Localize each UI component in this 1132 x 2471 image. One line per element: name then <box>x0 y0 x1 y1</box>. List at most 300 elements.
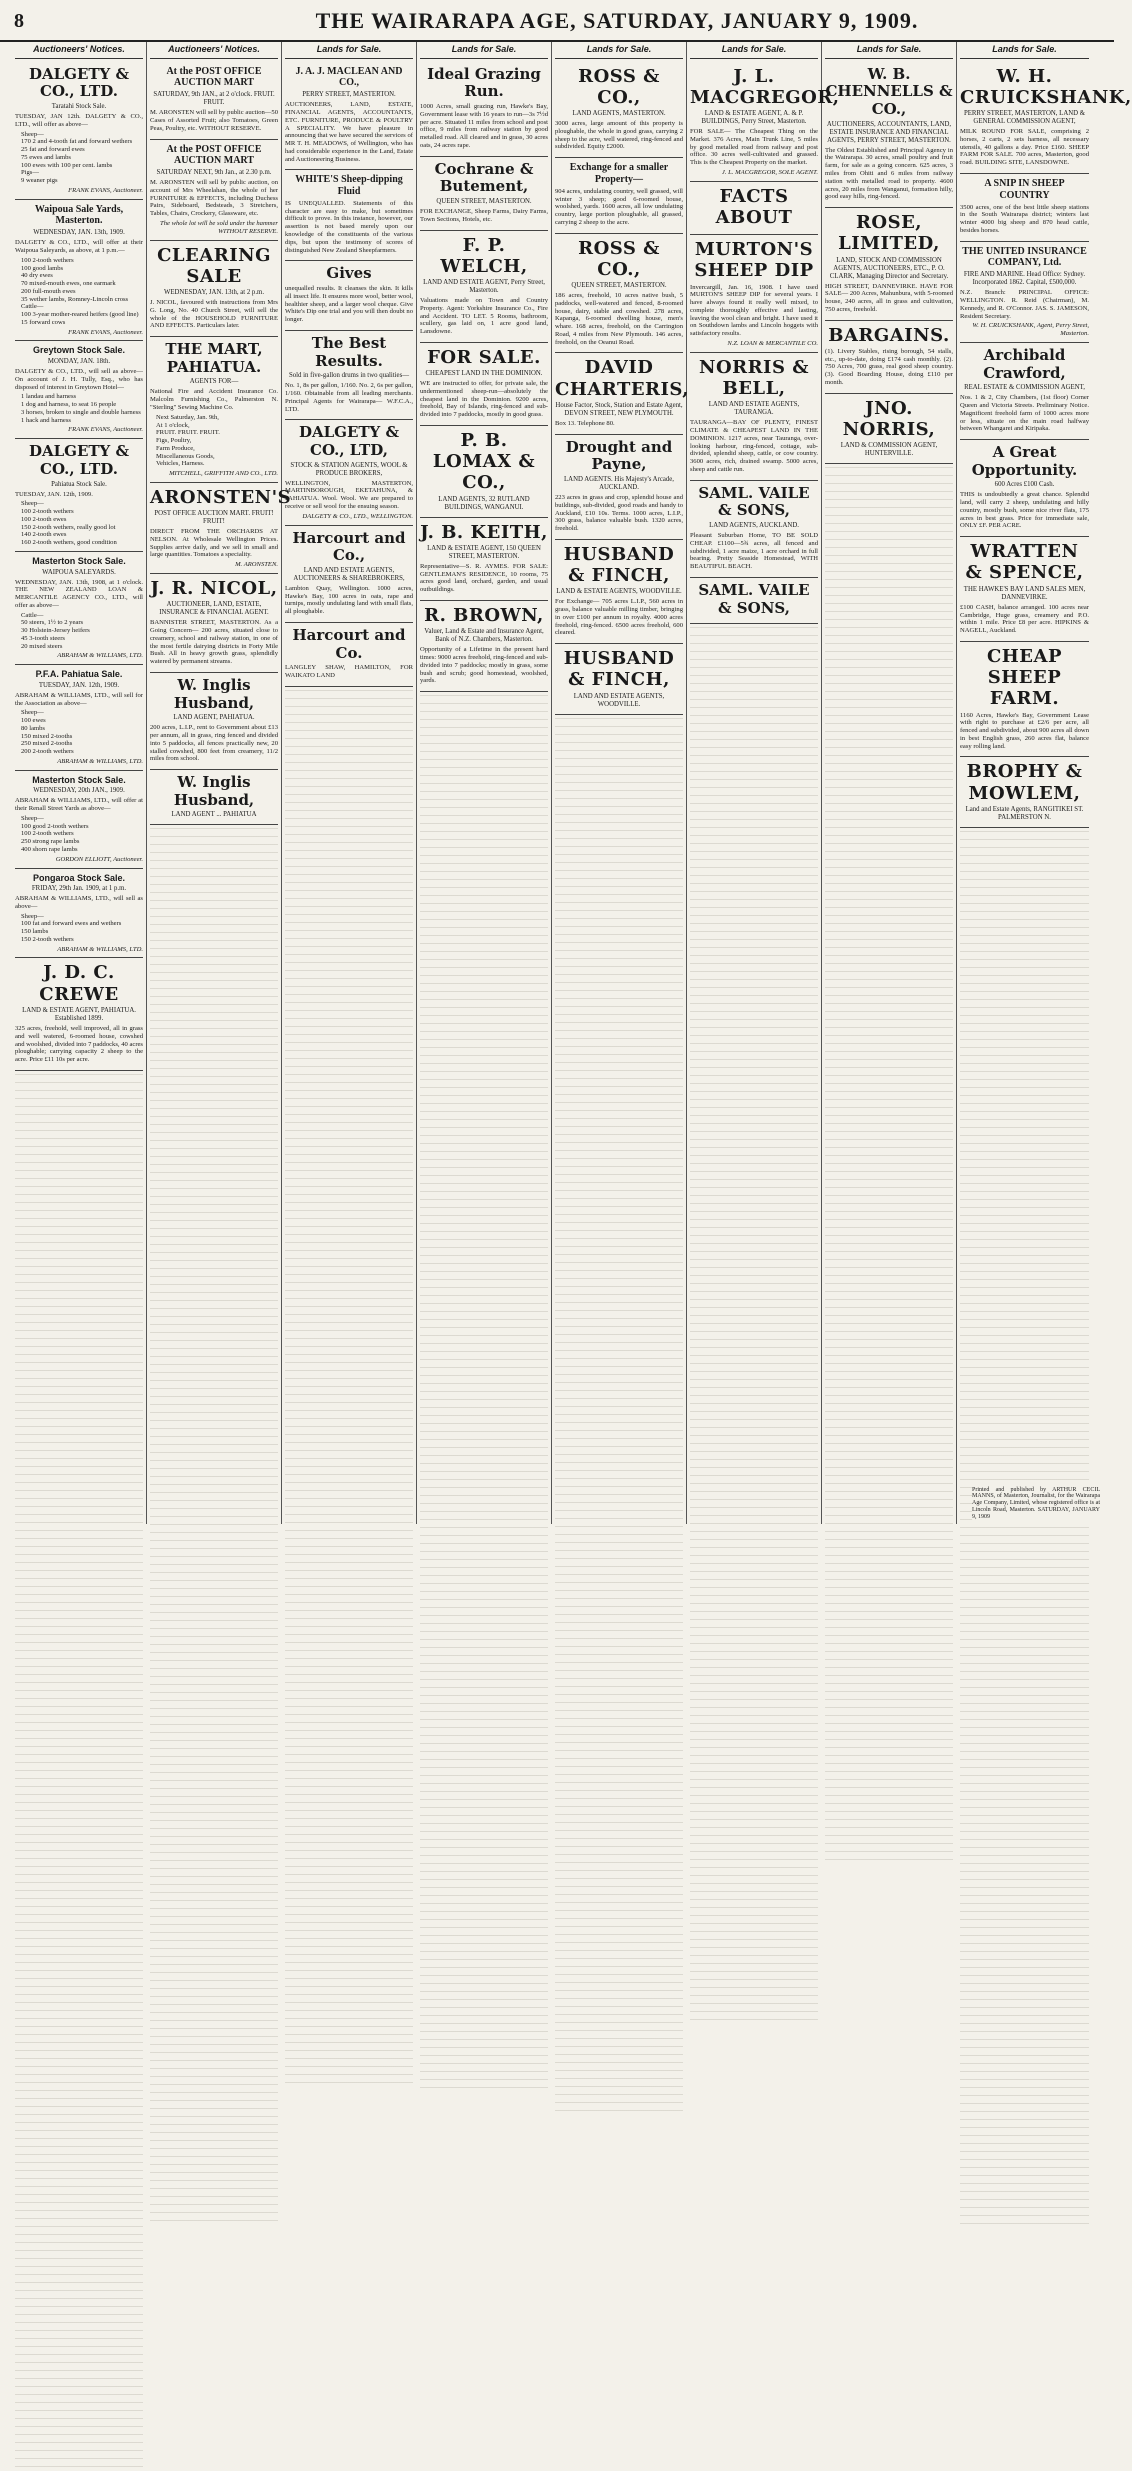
ad-body-text: ABRAHAM & WILLIAMS, LTD., will offer at their Renall Street Yards as above— <box>15 797 143 813</box>
ad-title: WHITE'S Sheep-dipping Fluid <box>295 174 403 198</box>
ad-subtitle: LAND AGENTS. His Majesty's Arcade, AUCKLAND. <box>564 476 674 492</box>
ad-body-text: 325 acres, freehold, well improved, all in grass and well watered, 6-roomed house, cowshed and woolshed, divided into 7 paddocks, 40 acres ploughable; carrying capacity 2 sheep to the acre. Price £11 10s per acre. <box>15 1024 144 1064</box>
advertisement <box>150 140 278 241</box>
advertisement <box>690 353 818 481</box>
ad-signature: The whole lot will be sold under the hammer WITHOUT RESERVE. <box>160 219 278 235</box>
advertisement <box>690 182 818 235</box>
ad-list-item: 1 hack and harness <box>21 416 71 424</box>
ad-title: ROSS & CO., <box>578 65 660 108</box>
ad-list-item: 170 2 and 4-tooth fat and forward wethers <box>21 138 133 146</box>
column-small-print <box>285 687 413 2087</box>
column-small-print <box>825 464 953 1864</box>
ad-body-text: LANGLEY SHAW, HAMILTON, FOR WAIKATO LAND <box>285 664 413 680</box>
ad-body-text: N.Z. Branch: PRINCIPAL OFFICE: WELLINGTON. R. Reid (Chairman), M. Kennedy, and R. O'Connor. JAS. S. JAMESON, Resident Secretary. <box>960 289 1089 320</box>
advertisement <box>285 331 413 420</box>
advertisement <box>15 665 143 771</box>
ad-list-item: Sheep— <box>21 709 44 717</box>
newspaper-column <box>417 42 552 1524</box>
ad-list-item: 35 wether lambs, Romney-Lincoln cross <box>21 295 129 303</box>
advertisement <box>420 231 548 343</box>
ad-list-item: 150 2-tooth wethers <box>21 935 74 943</box>
ad-list-item: 75 ewes and lambs <box>21 153 71 161</box>
ad-title: NORRIS & BELL, <box>699 356 809 399</box>
ad-subtitle: House Factor, Stock, Station and Estate Agent, DEVON STREET, NEW PLYMOUTH. <box>555 401 683 417</box>
publisher-imprint: Printed and published by ARTHUR CECIL MANNS, of Masterton, Journalist, for the Wairarapa Age Company, Limited, whose registered office is at Lincoln Road, Masterton. SATURDAY, JANUARY 9, 1909 <box>972 1486 1100 1521</box>
ad-title: DALGETY & CO., LTD. <box>28 64 130 101</box>
ad-subtitle: LAND AGENTS, AUCKLAND. <box>709 522 799 529</box>
ad-list-item: 250 strong rape lambs <box>21 838 80 846</box>
ad-title: Archibald Crawford, <box>983 345 1066 382</box>
advertisement <box>150 483 292 574</box>
ad-list-item: Sheep— <box>21 912 44 920</box>
ad-subtitle: LAND & ESTATE AGENT, 150 QUEEN STREET, MASTERTON. <box>427 544 541 560</box>
ad-title: BARGAINS. <box>828 324 950 346</box>
ad-title: WRATTEN & SPENCE, <box>965 541 1084 584</box>
advertisement <box>150 62 278 140</box>
advertisement <box>150 673 278 770</box>
ad-body-text: Lambton Quay, Wellington. 1000 acres, Hawke's Bay, 100 acres in oats, rape and turnips, mostly undulating land with small flats, all ploughable. <box>285 584 413 616</box>
ad-list-item: 150 mixed 2-tooths <box>21 732 73 740</box>
ad-subtitle: POST OFFICE AUCTION MART. FRUIT! FRUIT! <box>154 510 274 526</box>
ad-body-text: ABRAHAM & WILLIAMS, LTD., will sell as above— <box>15 895 143 910</box>
ad-body-text: £100 CASH, balance arranged. 100 acres near Cambridge, Huge grass, creamery and P.O. within 1 mile. Price £8 per acre. HIPKINS & NAGELL, Auckland. <box>960 603 1089 635</box>
ad-list-item: FRUIT. FRUIT. FRUIT. <box>156 429 220 437</box>
ad-signature: ABRAHAM & WILLIAMS, LTD. <box>57 652 143 660</box>
advertisement <box>285 170 413 261</box>
ad-signature: M. ARONSTEN. <box>235 561 278 569</box>
ad-subtitle: LAND & ESTATE AGENT, A. & P. BUILDINGS, Perry Street, Masterton. <box>701 110 807 126</box>
ad-body-text: IS UNEQUALLED. Statements of this character are easy to make, but sometimes difficult to prove. In this instance, however, our assertion is not based merely upon our knowledge of the constituents of the various dips, but upon the testimony of scores of distinguished New Zealand Sheepfarmers. <box>285 199 413 254</box>
ad-signature: J. L. MACGREGOR, SOLE AGENT. <box>721 168 818 176</box>
ad-title: J. L. MACGREGOR, <box>690 65 840 108</box>
advertisement <box>285 261 413 331</box>
ad-subtitle: PERRY STREET, MASTERTON, LAND & GENERAL COMMISSION AGENT, <box>963 110 1086 126</box>
newspaper-column <box>147 42 292 1524</box>
advertisement <box>960 242 1089 343</box>
column-small-print <box>150 825 278 2225</box>
ad-title: At the POST OFFICE AUCTION MART <box>166 65 262 89</box>
ad-body-text: WE are instructed to offer, for private sale, the undermentioned sheep-run—absolutely the cheapest land in the Dominion. 9200 acres, freehold, Bay of Islands, ring-fenced and sub-divided into 7 paddocks, mostly in good grass. <box>420 380 548 419</box>
ad-list-item: Farm Produce, <box>156 444 195 452</box>
advertisement <box>555 353 690 434</box>
column-heading: Lands for Sale. <box>555 42 683 59</box>
advertisement <box>150 770 278 825</box>
ad-subtitle: LAND AGENTS, 32 RUTLAND BUILDINGS, WANGANUI. <box>438 495 530 511</box>
advertisement <box>690 481 818 578</box>
ad-subtitle: LAND & ESTATE AGENTS, WOODVILLE. <box>556 588 682 596</box>
ad-body-text: (1). Livery Stables, rising borough, 54 stalls, etc., up-to-date, doing £174 cash monthly. (2). 750 Acres, 700 grass, real good sheep country. (3). Good Boarding House, doing £110 per month. <box>825 347 953 386</box>
advertisement <box>960 757 1089 828</box>
ad-signature: ABRAHAM & WILLIAMS, LTD. <box>57 945 143 953</box>
ad-list <box>21 257 143 327</box>
ad-subtitle: WAIPOUA SALEYARDS. <box>42 568 116 576</box>
advertisement <box>555 158 683 233</box>
ad-title: SAML. VAILE & SONS, <box>698 483 810 520</box>
ad-list-item: 30 Holstein-Jersey heifers <box>21 627 90 635</box>
column-small-print <box>690 624 818 2024</box>
ad-subtitle: SATURDAY, 9th JAN., at 2 o'clock. FRUIT. FRUIT. <box>153 91 275 107</box>
ad-list-item: 50 steers, 1½ to 2 years <box>21 619 84 627</box>
ad-title: Greytown Stock Sale. <box>32 345 126 356</box>
ad-list-item: 200 2-tooth wethers <box>21 748 74 756</box>
ad-title: Drought and Payne, <box>565 437 673 474</box>
ad-body-text: M. ARONSTEN will sell by public auction—50 Cases of Assorted Fruit; also Tomatoes, Green Peas, Poultry, etc. WITHOUT RESERVE. <box>150 109 278 132</box>
ad-subtitle: Taratahi Stock Sale. <box>51 102 107 110</box>
ad-body-text: DALGETY & CO., LTD., will offer at their Waipoua Saleyards, as above, at 1 p.m.— <box>15 239 143 255</box>
advertisement <box>420 426 548 518</box>
ad-list-item: Miscellaneous Goods, <box>156 452 215 460</box>
ad-list-item: 100 ewes with 100 per cent. lambs <box>21 161 113 169</box>
ad-subtitle: LAND AGENT, PAHIATUA. <box>173 714 255 722</box>
ad-body-text: 200 acres, L.I.P., rent to Government about £13 per annum, all in grass, ring fenced and divided into 5 paddocks, all fences practically new, 20 stalled cowshed, 800 feet from creamery, 11/2 miles from school. <box>150 724 278 763</box>
ad-subtitle: PERRY STREET, MASTERTON. <box>302 91 396 99</box>
advertisement <box>420 62 548 157</box>
ad-list-item: Sheep— <box>21 500 44 508</box>
advertisement <box>825 62 953 208</box>
ad-title: CHEAP SHEEP FARM. <box>986 645 1063 710</box>
ad-list <box>21 393 143 424</box>
ad-body-text: 904 acres, undulating country, well grassed, will winter 3 sheep; good 6-roomed house, woolshed, yards. 1600 acres, all low undulating country, large portion ploughable, all grassed, carrying 2 sheep to the acre. <box>555 187 683 226</box>
ad-title: R. BROWN, <box>424 604 544 626</box>
advertisement <box>555 540 683 644</box>
ad-list <box>21 709 143 756</box>
ad-list-item: 100 good 2-tooth wethers <box>21 822 89 830</box>
ad-list-item: 400 shorn rape lambs <box>21 845 78 853</box>
ad-title: F. P. WELCH, <box>440 234 528 277</box>
newspaper-column <box>687 42 840 1524</box>
advertisement <box>15 439 143 552</box>
ad-list-item: 100 2-tooth wethers <box>21 508 74 516</box>
ad-title: FACTS ABOUT <box>715 185 793 228</box>
advertisement <box>285 623 413 687</box>
ad-list-item: 100 2-tooth ewes <box>21 515 67 523</box>
ad-title: ARONSTEN'S <box>150 486 292 508</box>
ad-list-item: 45 3-tooth steers <box>21 634 65 642</box>
ad-body-text: WEDNESDAY, JAN. 13th, 1908, at 1 o'clock. THE NEW ZEALAND LOAN & MERCANTILE AGENCY CO., LTD., will offer as above— <box>15 578 143 609</box>
ad-list-item: Pigs— <box>21 169 39 177</box>
ad-body-text: unequalled results. It cleanses the skin. It kills all insect life. It ensures more wool, better wool, healthier sheep, and a larger wool cheque. Give White's Dip one trial and you will then doubt no longer. <box>285 284 413 324</box>
ad-title: THE MART, PAHIATUA. <box>165 340 263 376</box>
column-small-print <box>555 715 683 2115</box>
advertisement <box>690 62 840 182</box>
ad-list-item: 100 2-tooth wethers <box>21 830 74 838</box>
ad-body-text: Pleasant Suburban Home, TO BE SOLD CHEAP. £1100—5¾ acres, all fenced and subdivided, 1 acre maize, 1 acre orchard in full bearing. Pretty Seaside Homestead, WITH BEAUTIFUL BEACH. <box>690 532 818 571</box>
ad-list-item: 150 lambs <box>21 928 49 936</box>
ad-title: THE UNITED INSURANCE COMPANY, Ltd. <box>962 245 1087 269</box>
ad-title: ROSE, LIMITED, <box>838 212 940 255</box>
advertisement <box>555 62 683 159</box>
ad-title: J. D. C. CREWE <box>39 962 119 1005</box>
ad-subtitle: WEDNESDAY, JAN. 13th, 1909. <box>33 229 125 237</box>
ad-title: Cochrane & Butement, <box>434 159 534 196</box>
ad-list-item: 20 mixed steers <box>21 642 63 650</box>
column-heading: Lands for Sale. <box>285 42 413 59</box>
ad-body-text: TUESDAY, JAN 12th. DALGETY & CO., LTD., will offer as above— <box>15 113 143 128</box>
ad-subtitle: WEDNESDAY, 20th JAN., 1909. <box>33 787 125 795</box>
ad-list-item: 70 mixed-mouth ewes, one earmark <box>21 280 116 288</box>
ad-list <box>21 612 143 651</box>
ad-subtitle: AGENTS FOR— <box>189 378 239 386</box>
ad-subtitle: AUCTIONEER, LAND, ESTATE, INSURANCE & FINANCIAL AGENT. <box>159 601 269 617</box>
ad-title: DAVID CHARTERIS, <box>555 357 690 400</box>
advertisement <box>285 62 413 171</box>
newspaper-title: THE WAIRARAPA AGE, SATURDAY, JANUARY 9, 1909. <box>315 8 919 33</box>
ad-subtitle: LAND, STOCK AND COMMISSION AGENTS, AUCTIONEERS, ETC., P. O. CLARK, Managing Director and Secretary. <box>829 256 949 280</box>
ad-subtitle: Valuer, Land & Estate and Insurance Agent, Bank of N.Z. Chambers, Masterton. <box>424 628 544 644</box>
ad-title: HUSBAND & FINCH, <box>563 648 675 691</box>
ad-title: At the POST OFFICE AUCTION MART <box>166 143 262 167</box>
masthead <box>0 0 1114 42</box>
ad-signature: DALGETY & CO., LTD., WELLINGTON. <box>302 512 413 520</box>
ad-title: HUSBAND & FINCH, <box>563 543 675 587</box>
ad-body-text: FOR EXCHANGE, Sheep Farms, Dairy Farms, Town Sections, Hotels, etc. <box>420 207 548 223</box>
ad-body-text: M. ARONSTEN will sell by public auction, on account of Mrs Wheelahan, the whole of her FURNITURE & EFFECTS, including Duchess Pairs, Sideboard, Bedsteads, 3 Stretchers, Tables, Chairs, Crockery, Glassware, etc. <box>150 179 278 218</box>
advertisement <box>825 208 953 321</box>
ad-body-text: For Exchange— 705 acres L.I.P., 560 acres in grass, balance valuable milling timber, bringing in over £100 per annum in royalty. 4000 acres freehold, ring-fenced. 6500 acres freehold, 600 cleared. <box>555 598 683 637</box>
ad-subtitle: Land and Estate Agents, RANGITIKEI ST. PALMERSTON N. <box>965 805 1084 821</box>
ad-subtitle: MONDAY, JAN. 18th. <box>47 358 111 366</box>
advertisement <box>825 394 953 465</box>
ad-body-text: Invercargill, Jan. 16, 1908. I have used MURTON'S SHEEP DIP for several years. I have always found it really well mixed, to complete thoroughly effective and lasting, leaving the wool clean and bright. I have used it on Southdown lambs and Lincoln hoggets with satisfactory results. <box>690 283 818 338</box>
advertisement <box>15 200 143 342</box>
column-heading: Lands for Sale. <box>825 42 953 59</box>
ad-body-text: WELLINGTON, MASTERTON, MARTINBOROUGH, EKETAHUNA, & PAHIATUA. Wool. Wool. We are prepared to receive or sell wool for the ensuing season. <box>285 479 413 510</box>
column-heading: Auctioneers' Notices. <box>150 42 278 59</box>
advertisement <box>960 343 1089 440</box>
ad-list-item: Figs, Poultry, <box>156 437 192 445</box>
ad-list-item: Vehicles, Harness. <box>156 460 205 468</box>
advertisement <box>15 771 143 869</box>
ad-list <box>156 414 278 468</box>
ad-subtitle: FIRE AND MARINE. Head Office: Sydney. Incorporated 1862. Capital, £500,000. <box>963 271 1086 287</box>
ad-title: FOR SALE. <box>427 346 541 368</box>
ad-body-text: FOR SALE— The Cheapest Thing on the Market. 376 Acres, Main Trunk Line, 5 miles by good metalled road from railway and post office. 30 acres well-cultivated and grassed. This is the Cheapest Property on the market. <box>690 128 818 167</box>
ad-list-item: Sheep— <box>21 130 44 138</box>
advertisement <box>150 241 278 338</box>
ad-subtitle: Sold in five-gallon drums in two qualities— <box>288 372 410 380</box>
ad-title: A SNIP IN SHEEP COUNTRY <box>984 177 1065 201</box>
ad-body-text: BANNISTER STREET, MASTERTON. As a Going Concern— 200 acres, situated close to creamery, school and railway station, in one of the most fertile dairying districts in Forty Mile Bush. All in heavy growth grass, splendidly watered by permanent streams. <box>150 619 278 666</box>
ad-body-text: ABRAHAM & WILLIAMS, LTD., will sell for the Association as above— <box>15 691 143 707</box>
advertisement <box>15 341 143 439</box>
ad-list-item: 100 ewes <box>21 717 46 725</box>
ad-title: Masterton Stock Sale. <box>32 774 126 785</box>
ad-title: Pongaroa Stock Sale. <box>32 872 126 883</box>
advertisement <box>555 234 683 354</box>
ad-body-text: TAURANGA—BAY OF PLENTY, FINEST CLIMATE & CHEAPEST LAND IN THE DOMINION. 1217 acres, near Tauranga, over-looking harbour, ring-fenced, cottage, sub-divided, splendid sheep, cattle, or cow country. 3600 acres, rich, drained swamp. 5000 acres, sheep and cattle run. <box>690 419 818 473</box>
ad-signature: N.Z. LOAN & MERCANTILE CO. <box>727 340 818 347</box>
column-heading: Lands for Sale. <box>960 42 1089 59</box>
ad-subtitle: LAND AGENT ... PAHIATUA <box>171 811 257 819</box>
ad-list-item: 1 landau and harness <box>21 393 77 401</box>
ad-title: Ideal Grazing Run. <box>427 64 541 101</box>
ad-subtitle: LAND AND ESTATE AGENT, Perry Street, Masterton. <box>423 278 545 294</box>
ad-body-text: MILK ROUND FOR SALE, comprising 2 horses, 2 carts, 2 sets harness, all necessary utensils, 40 gallons a day. Price £160. SHEEP FARM FOR SALE. 700 acres, Masterton, good road. BUILDING SITE, LANSDOWNE. <box>960 128 1089 167</box>
ad-subtitle: QUEEN STREET, MASTERTON. <box>436 197 532 205</box>
ad-title: Exchange for a smaller Property— <box>569 162 669 185</box>
ad-list-item: 150 2-tooth wethers, really good lot <box>21 523 116 531</box>
ad-list-item: 200 full-mouth ewes <box>21 287 76 295</box>
ad-body-text: Nos. 1 & 2, City Chambers, (1st floor) Corner Queen and Victoria Streets. Preliminary Notice. Magnificent freehold farm of 1000 acres more or less, situate on the main road halfway between Whangarei and Kiripaka. <box>960 394 1089 433</box>
ad-list-item: 100 3-year mother-reared heifers (good line) <box>21 311 139 319</box>
advertisement <box>15 869 143 959</box>
newspaper-column <box>282 42 417 1524</box>
ad-body-text: J. NICOL, favoured with instructions from Mrs G. Long, No. 40 Church Street, will sell the whole of the HOUSEHOLD FURNITURE AND EFFECTS. Particulars later. <box>150 298 278 330</box>
ad-body-text: 1160 Acres, Hawke's Bay, Government Lease with right to purchase at £2/6 per acre, all fenced and subdivided, about 900 acres all down in best English grass, 260 acres flat, balance easy rolling land. <box>960 711 1089 750</box>
ad-title: Harcourt and Co. <box>292 625 406 662</box>
ad-list-item: 100 fat and forward ewes and wethers <box>21 920 122 928</box>
ad-list-item: 140 2-tooth ewes <box>21 531 67 539</box>
ad-body-text: Opportunity of a Lifetime in the present hard times: 9000 acres freehold, ring-fenced and sub-divided into 7 paddocks; mostly in grass, some bush and scrub; good homestead, woolshed, yards. <box>420 646 548 685</box>
ad-body-text: 186 acres, freehold, 10 acres native bush, 5 paddocks, well-watered and fenced, 8-roomed house, dairy, stable and cowshed. 278 acres, Kapanga, 6-roomed dwelling house, men's whare. 168 acres, freehold, on the Carrington Road, 4 miles from New Plymouth. 146 acres, freehold, on the Oeanui Road. <box>555 292 683 346</box>
ad-body-text: Valuations made on Town and Country Property. Agent: Yorkshire Insurance Co., Fire and Accident. TO LET. 5 Rooms, bathroom, scullery, gas laid on, 1 acre good land, Lansdowne. <box>420 297 548 336</box>
page-number: 8 <box>14 10 24 32</box>
advertisement <box>960 174 1089 242</box>
ad-title: J. R. NICOL, <box>150 577 278 599</box>
ad-subtitle: FRIDAY, 29th Jan. 1909, at 1 p.m. <box>31 885 127 893</box>
ad-subtitle: STOCK & STATION AGENTS, WOOL & PRODUCE BROKERS, <box>290 461 408 477</box>
ad-title: W. Inglis Husband, <box>173 773 255 809</box>
ad-signature: FRANK EVANS, Auctioneer. <box>68 328 143 336</box>
ad-title: W. H. CRUICKSHANK, <box>960 65 1132 108</box>
ad-list-item: 3 horses, broken to single and double harness <box>21 408 141 416</box>
newspaper-column <box>822 42 957 1524</box>
ad-title: Harcourt and Co., <box>292 528 406 565</box>
ad-title: SAML. VAILE & SONS, <box>698 580 810 617</box>
ad-signature: MITCHELL, GRIFFITH AND CO., LTD. <box>169 470 278 478</box>
advertisement <box>960 642 1089 758</box>
newspaper-column <box>957 42 1132 1524</box>
ad-title: MURTON'S SHEEP DIP <box>694 239 814 282</box>
advertisement <box>285 420 413 525</box>
advertisement <box>690 578 818 624</box>
newspaper-column <box>12 42 147 1524</box>
ad-body-text: No. 1, 8s per gallon, 1/160. No. 2, 6s per gallon, 1/160. Obtainable from all leading merchants. Principal Agents for Wairarapa— W.F.C.A., LTD. <box>285 382 413 413</box>
ad-body-text: 1000 Acres, small grazing run, Hawke's Bay, Government lease with 16 years to run—3s 7½d per acre. Situated 11 miles from school and post office, 9 miles from railway station by good metalled road. All cleared and in grass, 30 acres oats, 24 acres rape. <box>420 102 548 149</box>
ad-list <box>21 500 143 547</box>
ad-list-item: Cattle— <box>21 611 44 619</box>
advertisement <box>555 435 683 540</box>
column-heading: Lands for Sale. <box>420 42 548 59</box>
column-container <box>12 42 1132 1524</box>
ad-title: DALGETY & CO., LTD. <box>28 442 130 478</box>
advertisement <box>960 62 1132 174</box>
advertisement <box>555 644 683 715</box>
ad-signature: FRANK EVANS, Auctioneer. <box>68 186 143 194</box>
ad-subtitle: LAND & ESTATE AGENT, PAHIATUA. Established 1899. <box>22 1006 136 1022</box>
ad-subtitle: THE HAWKE'S BAY LAND SALES MEN, DANNEVIRKE. <box>963 585 1086 601</box>
ad-list <box>21 913 143 944</box>
ad-subtitle: QUEEN STREET, MASTERTON. <box>571 282 667 290</box>
advertisement <box>420 601 548 692</box>
ad-body-text: AUCTIONEERS, LAND, ESTATE, FINANCIAL AGENTS, ACCOUNTANTS, ETC. FURNITURE, PRODUCE & POULTRY A SPECIALITY. We have pleasure in announcing that we have secured the services of MR T. H. MEADOWS, of Wellington, who has had considerable experience in the Land, Estate and Auctioneering Business. <box>285 101 413 163</box>
ad-title: The Best Results. <box>311 333 387 370</box>
advertisement <box>285 526 413 623</box>
ad-subtitle: LAND AND ESTATE AGENTS, AUCTIONEERS & SHAREBROKERS, <box>293 566 405 582</box>
ad-list-item: 250 mixed 2-tooths <box>21 740 73 748</box>
ad-title: BROPHY & MOWLEM, <box>966 761 1083 804</box>
ad-list-item: 40 dry ewes <box>21 272 53 280</box>
ad-list-item: 100 good lambs <box>21 264 64 272</box>
ad-subtitle: LAND AND ESTATE AGENTS, WOODVILLE. <box>573 692 665 708</box>
column-heading: Auctioneers' Notices. <box>15 42 143 59</box>
ad-subtitle: REAL ESTATE & COMMISSION AGENT, <box>964 384 1085 392</box>
ad-title: P. B. LOMAX & CO., <box>432 429 536 494</box>
ad-subtitle: AUCTIONEERS, ACCOUNTANTS, LAND, ESTATE INSURANCE AND FINANCIAL AGENTS, PERRY STREET, MASTERTON. <box>826 120 952 144</box>
ad-body-text: THIS is undoubtedly a great chance. Splendid land, will carry 2 sheep, undulating and hilly country, mostly bush, some nice river flats, 175 acres in best grass. Price for immediate sale, ONLY £F. PER ACRE. <box>960 491 1089 530</box>
ad-subtitle: CHEAPEST LAND IN THE DOMINION. <box>425 370 543 378</box>
advertisement <box>825 321 953 394</box>
ad-list-item: Next Saturday, Jan. 9th, <box>156 413 219 421</box>
ad-list <box>21 815 143 854</box>
ad-subtitle: Pahiatua Stock Sale. <box>51 480 107 488</box>
ad-body-text: 3000 acres, large amount of this property is ploughable, the whole in good grass, carrying 2 sheep to the acre, well watered, ring-fenced and subdivided. Equity £2000. <box>555 120 683 151</box>
ad-title: Waipoua Sale Yards, Masterton. <box>34 203 124 227</box>
ad-title: DALGETY & CO., LTD, <box>298 423 400 459</box>
advertisement <box>150 574 278 673</box>
ad-title: W. B. CHENNELLS & CO., <box>825 64 953 118</box>
ad-body-text: The Oldest Established and Principal Agency in the Wairarapa. 30 acres, small poultry and fruit farm, for sale as a going concern. 625 acres, 3 miles from Ohiti and 6 miles from railway station with metalled road to property. 4600 acres, 20 miles from Wanganui, formation hilly, good easy hills, ring-fenced. <box>825 146 953 201</box>
advertisement <box>420 157 548 231</box>
ad-subtitle: LAND AGENTS, MASTERTON. <box>572 110 666 118</box>
advertisement <box>150 337 278 483</box>
ad-list-item: 80 lambs <box>21 724 45 732</box>
ad-subtitle: LAND AND ESTATE AGENTS, TAURANGA. <box>708 401 800 417</box>
ad-title: A Great Opportunity. <box>971 443 1078 479</box>
advertisement <box>15 62 143 200</box>
ad-body-text: DALGETY & CO., LTD., will sell as above—On account of J. H. Tully, Esq., who has disposed of interest in Greytown Hotel— <box>15 368 143 391</box>
ad-title: JNO. NORRIS, <box>842 397 936 440</box>
ad-list-item: 25 fat and forward ewes <box>21 146 85 154</box>
ad-list-item: Cattle— <box>21 303 44 311</box>
ad-title: Masterton Stock Sale. <box>32 555 126 566</box>
ad-title: P.F.A. Pahiatua Sale. <box>35 669 123 680</box>
column-small-print <box>420 692 548 2092</box>
ad-title: Gives <box>326 264 372 283</box>
advertisement <box>15 958 143 1070</box>
ad-title: J. A. J. MACLEAN AND CO., <box>295 65 403 89</box>
ad-signature: GORDON ELLIOTT, Auctioneer. <box>55 855 143 863</box>
ad-body-text: DIRECT FROM THE ORCHARDS AT NELSON. At Wholesale Wellington Prices. Supplies arrive daily, and we sell in small and large quantities. Tomatoes a speciality. <box>150 528 278 559</box>
ad-body-text: Representative—S. R. AYMES. FOR SALE: GENTLEMAN'S RESIDENCE, 10 rooms, 75 acres good land, orchard, garden, and usual outbuildings. <box>420 562 548 594</box>
ad-body-text: National Fire and Accident Insurance Co. Malcolm Furnishing Co., Palmerston N. "Sterling" Sewing Machine Co. <box>150 388 278 411</box>
advertisement <box>960 537 1089 642</box>
column-heading: Lands for Sale. <box>690 42 818 59</box>
column-small-print <box>15 1071 143 2471</box>
ad-body-text: Box 13. Telephone 80. <box>555 419 615 427</box>
advertisement <box>15 552 143 665</box>
ad-subtitle: TUESDAY, JAN. 12th, 1909. <box>38 681 120 689</box>
column-small-print <box>960 828 1089 2228</box>
advertisement <box>420 343 548 426</box>
ad-list <box>21 131 143 185</box>
advertisement <box>420 518 548 601</box>
ad-list-item: Sheep— <box>21 814 44 822</box>
ad-body-text: TUESDAY, JAN. 12th, 1909. <box>15 490 93 498</box>
advertisement <box>690 235 818 353</box>
ad-subtitle: SATURDAY NEXT, 9th Jan., at 2.30 p.m. <box>156 169 272 177</box>
ad-list-item: 160 2-tooth wethers, good condition <box>21 539 117 547</box>
ad-title: W. Inglis Husband, <box>173 675 255 712</box>
ad-list-item: 15 forward cows <box>21 318 66 326</box>
ad-subtitle: LAND & COMMISSION AGENT, HUNTERVILLE. <box>840 442 938 458</box>
ad-list-item: 1 dog and harness, to seat 16 people <box>21 401 117 409</box>
ad-body-text: HIGH STREET, DANNEVIRKE. HAVE FOR SALE— 200 Acres, Mahunbura, with 5-roomed house, 240 acres, all in grass and cultivation, 750 acres, freehold. <box>825 282 953 313</box>
ad-list-item: 9 weaner pigs <box>21 177 58 185</box>
ad-title: CLEARING SALE <box>157 244 271 287</box>
ad-body-text: 3500 acres, one of the best little sheep stations in the South Wairarapa district; winters last winter 4000 big sheep and 870 head cattle, besides horses. <box>960 203 1089 234</box>
ad-list-item: 100 2-tooth wethers <box>21 256 74 264</box>
